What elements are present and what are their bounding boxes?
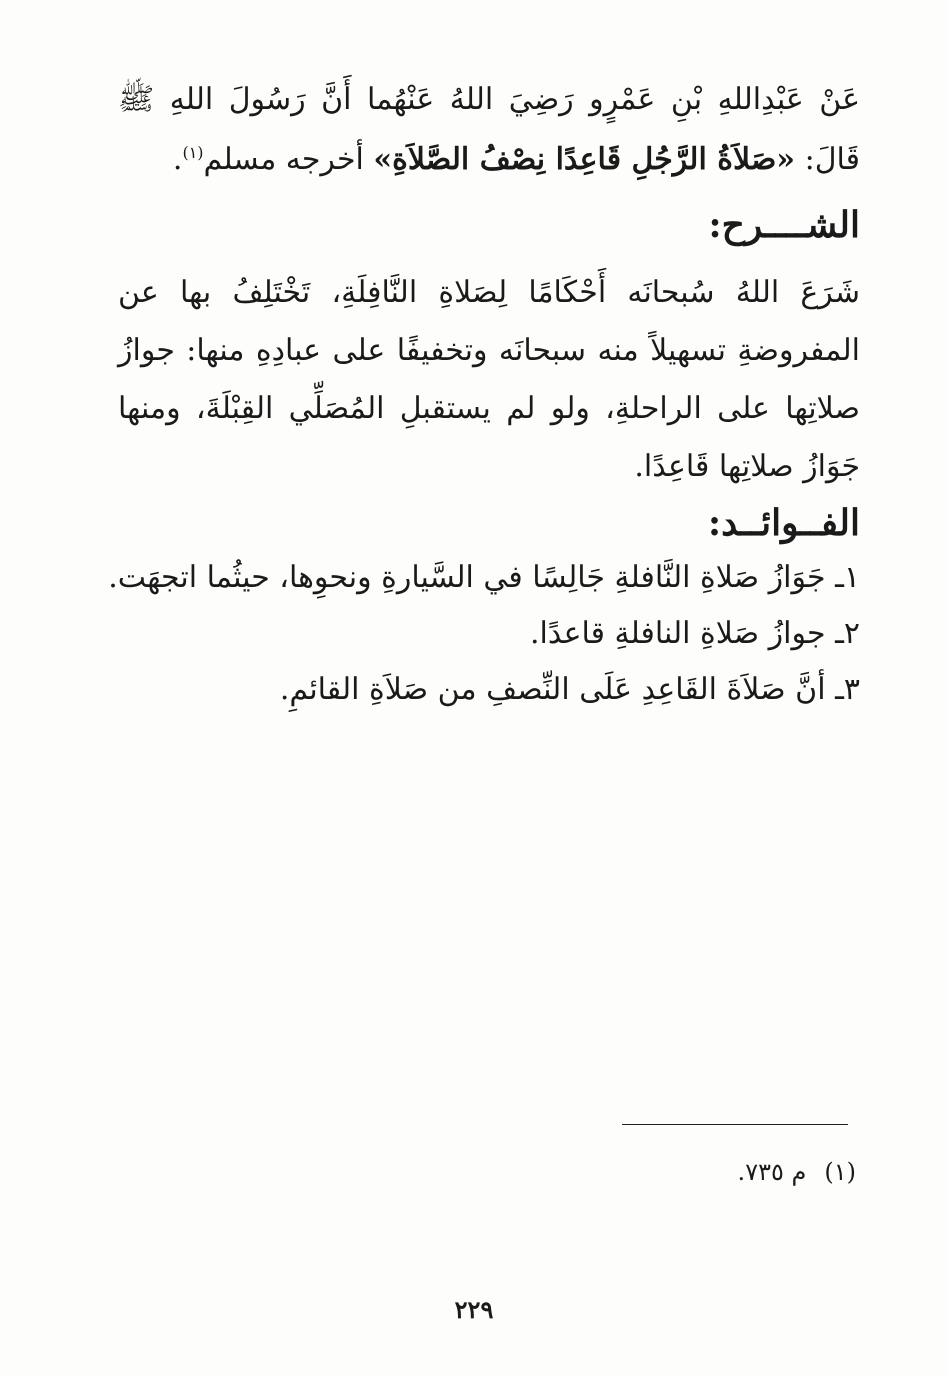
hadith-end-mark: .: [172, 142, 183, 177]
benefit-item-3: ٣ـ أنَّ صَلاَةَ القَاعِدِ عَلَى النِّصفِ من صَلاَةِ القائمِ.: [279, 672, 860, 707]
footnote: [738, 1152, 856, 1192]
fawaid-heading: الفــوائــد:: [707, 502, 860, 544]
hadith-narration: عَنْ عَبْدِاللهِ بْنِ عَمْرٍو رَضِيَ اللهُ عَنْهُما أَنَّ رَسُولَ اللهِ ﷺ قَالَ:: [118, 82, 861, 177]
sharh-paragraph: شَرَعَ اللهُ سُبحانَه أَحْكَامًا لِصَلاةِ النَّافِلَةِ، تَخْتَلِفُ بها عن المفروضةِ تسهيلاً منه سبحانَه وتخفيفًا على عبادِهِ منها: جوازُ صلاتِها على الراحلةِ، ولو لم يستقبلِ المُصَلِّي القِبْلَةَ، ومنها جَوَازُ صلاتِها قَاعِدًا.: [118, 275, 860, 484]
footnote-text: م ٧٣٥.: [737, 1158, 807, 1186]
sharh-heading: الشــــرح:: [708, 204, 860, 246]
page-number: ٢٢٩: [454, 1295, 494, 1324]
hadith-quote: «صَلاَةُ الرَّجُلِ قَاعِدًا نِصْفُ الصَّلاَةِ»: [373, 142, 796, 177]
hadith-source: أخرجه مسلم: [203, 142, 364, 177]
benefits-list: [108, 550, 860, 718]
footnote-number: (١): [824, 1158, 856, 1186]
benefit-item-2: ٢ـ جوازُ صَلاةِ النافلةِ قاعدًا.: [529, 616, 860, 651]
footnote-reference[interactable]: (١): [182, 143, 204, 162]
footnote-separator: [622, 1124, 848, 1125]
hadith-paragraph: [118, 70, 860, 190]
benefit-item-1: ١ـ جَوَازُ صَلاةِ النَّافلةِ جَالِسًا في السَّيارةِ ونحوِها، حيثُما اتجهَت.: [108, 560, 860, 595]
